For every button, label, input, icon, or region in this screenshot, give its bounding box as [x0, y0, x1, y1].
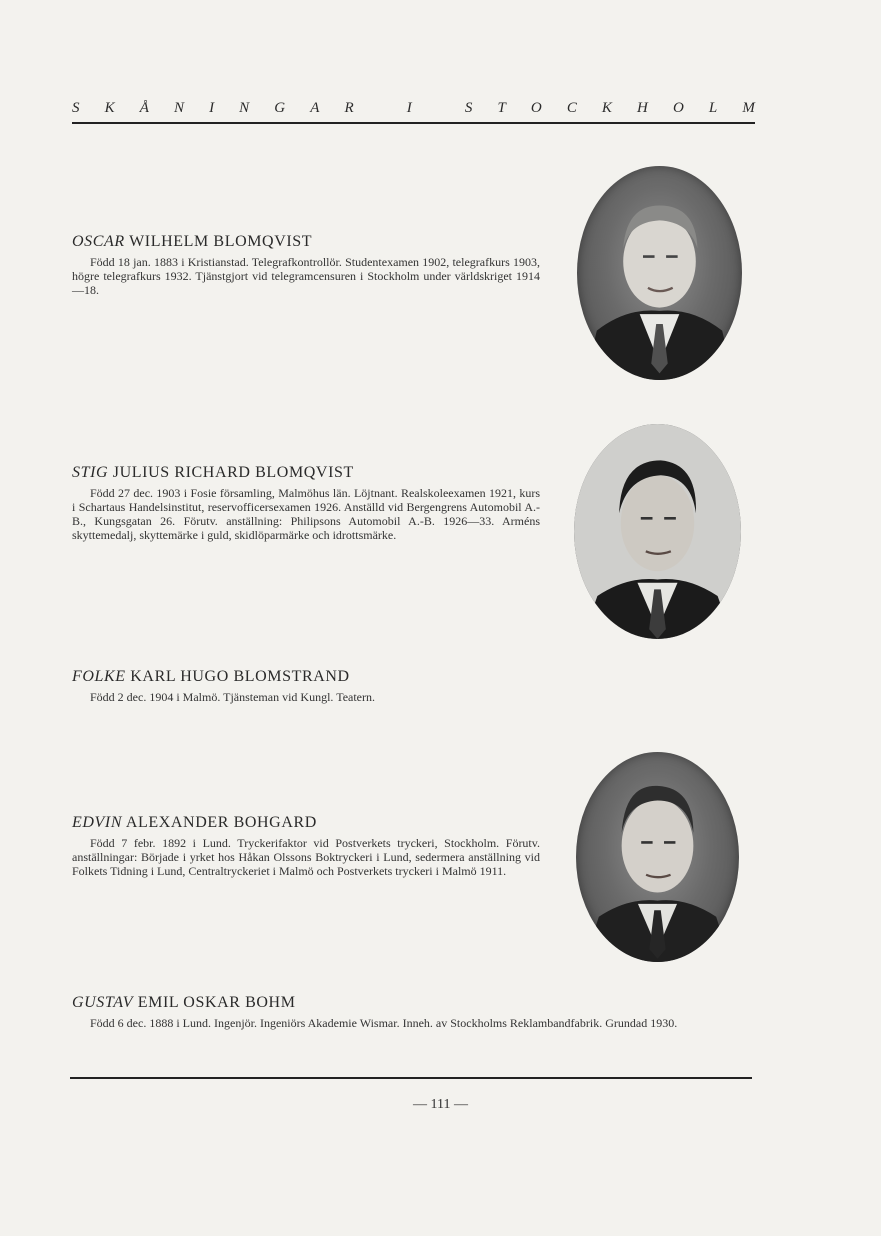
entry-surname: EMIL OSKAR BOHM	[137, 994, 296, 1011]
running-head-letter: K	[601, 100, 612, 116]
running-head-letter: N	[239, 100, 250, 116]
running-head-letter: I	[406, 100, 412, 116]
biography-entry	[72, 994, 752, 1030]
footer-rule	[70, 1077, 752, 1079]
entry-name	[72, 668, 592, 686]
running-head-letter: T	[497, 100, 506, 116]
entry-surname: KARL HUGO BLOMSTRAND	[130, 668, 350, 685]
entry-given-name: STIG	[72, 464, 109, 481]
biography-entry	[72, 814, 540, 878]
entry-name	[72, 814, 540, 832]
running-head-letter: S	[72, 100, 80, 116]
running-head-letter: I	[209, 100, 215, 116]
entry-text: Född 2 dec. 1904 i Malmö. Tjänsteman vid Kungl. Teatern.	[90, 690, 376, 704]
page-number: — 111 —	[413, 1097, 468, 1112]
entry-surname: WILHELM BLOMQVIST	[129, 233, 313, 250]
entry-name	[72, 233, 540, 251]
running-head-letter: O	[530, 100, 542, 116]
entry-given-name: FOLKE	[72, 668, 126, 685]
entry-text: Född 7 febr. 1892 i Lund. Tryckerifaktor vid Postverkets tryckeri, Stockholm. Förutv. anställningar: Började i yrket hos Håkan Olssons Boktryckeri i Lund, sedermera anställning vid Folkets Tidning i Lund, Centraltryckeriet i Malmö och Postverkets tryckeri i Malmö 1911.	[72, 836, 540, 878]
entry-surname: ALEXANDER BOHGARD	[125, 814, 317, 831]
running-head-letter: K	[104, 100, 115, 116]
entry-name	[72, 994, 752, 1012]
entry-text: Född 18 jan. 1883 i Kristianstad. Telegrafkontrollör. Studentexamen 1902, telegrafkurs 1903, högre telegrafkurs 1932. Tjänstgjort vid telegramcensuren i Stockholm under världskriget 1914—18.	[72, 255, 540, 297]
running-head-letter: O	[672, 100, 684, 116]
entry-text: Född 27 dec. 1903 i Fosie församling, Malmöhus län. Löjtnant. Realskoleexamen 1921, kurs i Schartaus Handelsinstitut, reservofficersexamen 1926. Anställd vid Bergengrens Automobil A.-B., Kungsgatan 26. Förutv. anställning: Philipsons Automobil A.-B. 1926—33. Arméns skyttemedalj, skyttemärke i guld, skidlöparmärke och idrottsmärke.	[72, 486, 540, 542]
running-head	[72, 100, 755, 117]
entry-given-name: OSCAR	[72, 233, 125, 250]
entry-name	[72, 464, 540, 482]
running-head-letter: M	[742, 100, 755, 116]
header-rule	[72, 122, 755, 124]
running-head-letter: C	[566, 100, 577, 116]
biography-entry	[72, 668, 592, 704]
running-head-letter: G	[274, 100, 286, 116]
running-head-letter: N	[173, 100, 184, 116]
portrait-photo	[577, 166, 742, 380]
running-head-letter: L	[708, 100, 718, 116]
running-head-letter: A	[310, 100, 320, 116]
running-head-letter: S	[464, 100, 473, 116]
entry-given-name: EDVIN	[72, 814, 123, 831]
entry-text: Född 6 dec. 1888 i Lund. Ingenjör. Ingeniörs Akademie Wismar. Inneh. av Stockholms Reklambandfabrik. Grundad 1930.	[90, 1016, 678, 1030]
entry-given-name: GUSTAV	[72, 994, 134, 1011]
portrait-photo	[574, 424, 741, 639]
portrait-photo	[576, 752, 739, 962]
running-head-letter: Å	[139, 100, 149, 116]
running-head-letter: R	[344, 100, 354, 116]
running-head-letter: H	[637, 100, 648, 116]
biography-entry	[72, 464, 540, 542]
biography-entry	[72, 233, 540, 297]
entry-surname: JULIUS RICHARD BLOMQVIST	[112, 464, 354, 481]
